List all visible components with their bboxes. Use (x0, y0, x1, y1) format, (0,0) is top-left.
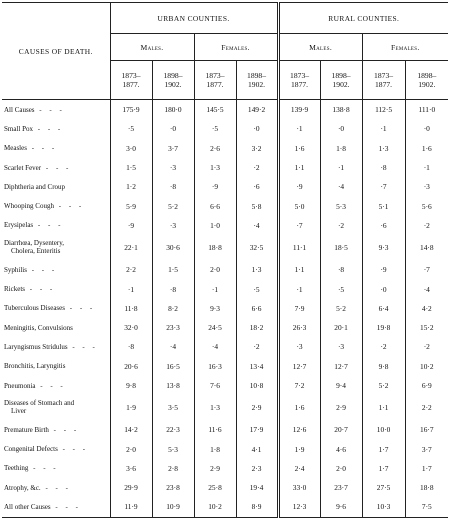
rate-cell: 4·6 (320, 439, 362, 458)
rate-cell: 11·8 (110, 299, 152, 318)
rate-cell: 1·3 (194, 158, 236, 177)
rate-cell: ·8 (320, 260, 362, 279)
rate-cell: 32·5 (236, 235, 278, 260)
rate-cell: 14·2 (110, 420, 152, 439)
rate-cell: ·0 (236, 119, 278, 138)
rate-cell: 2·0 (194, 260, 236, 279)
rate-cell: 10·8 (236, 376, 278, 395)
cause-cell (2, 318, 110, 337)
rate-cell: ·0 (362, 279, 405, 298)
cause-cell (2, 279, 110, 298)
rate-cell: ·5 (320, 279, 362, 298)
cause-label: Premature Birth (4, 425, 49, 434)
table-row (2, 119, 448, 138)
rate-cell: ·2 (320, 216, 362, 235)
rate-cell: ·4 (194, 337, 236, 356)
rate-cell: 1·1 (278, 158, 320, 177)
rate-cell: ·6 (236, 177, 278, 196)
rate-cell: 1·1 (362, 395, 405, 420)
cause-label: Erysipelas (4, 221, 34, 230)
rate-cell: 2·9 (320, 395, 362, 420)
rate-cell: 5·0 (278, 196, 320, 215)
rate-cell: ·3 (152, 158, 194, 177)
table-row (2, 318, 448, 337)
rural-counties-header: RURAL COUNTIES. (278, 3, 448, 34)
year-header (152, 61, 194, 100)
cause-cell (2, 177, 110, 196)
rate-cell: 1·5 (110, 158, 152, 177)
rate-cell: 26·3 (278, 318, 320, 337)
rate-cell: ·2 (236, 337, 278, 356)
rate-cell: 2·8 (152, 459, 194, 478)
rate-cell: ·9 (194, 177, 236, 196)
rate-cell: 10·2 (194, 497, 236, 517)
mortality-table-page (0, 2, 450, 517)
table-row (2, 100, 448, 120)
table-row (2, 235, 448, 260)
rate-cell: 19·4 (236, 478, 278, 497)
cause-label: Teething (4, 464, 29, 473)
cause-cell (2, 459, 110, 478)
leader-dots: - - - (50, 502, 81, 511)
cause-cell (2, 139, 110, 158)
rate-cell: 2·3 (236, 459, 278, 478)
rate-cell: ·9 (362, 260, 405, 279)
rate-cell: 33·0 (278, 478, 320, 497)
rate-cell: 23·8 (152, 478, 194, 497)
rate-cell: 9·4 (320, 376, 362, 395)
rural-males-header: Males. (278, 34, 362, 61)
year-label: 1898– 1902. (163, 71, 183, 89)
cause-label: Meningitis, Convulsions (4, 323, 73, 332)
rate-cell: 7·5 (405, 497, 448, 517)
rate-cell: ·1 (110, 279, 152, 298)
cause-label: Whooping Cough (4, 202, 54, 211)
rate-cell: 1·3 (194, 395, 236, 420)
rate-cell: 23·7 (320, 478, 362, 497)
cause-cell (2, 119, 110, 138)
rate-cell: 22·1 (110, 235, 152, 260)
rate-cell: 1·1 (278, 260, 320, 279)
table-row (2, 459, 448, 478)
rate-cell: 180·0 (152, 100, 194, 120)
year-header (236, 61, 278, 100)
cause-label: Pneumonia (4, 381, 36, 390)
rate-cell: ·4 (423, 284, 430, 294)
rate-cell: 1·5 (152, 260, 194, 279)
leader-dots: - - - (25, 285, 56, 294)
year-header (405, 61, 448, 100)
cause-cell (2, 158, 110, 177)
rate-cell: 1·9 (110, 395, 152, 420)
rate-cell: 1·6 (421, 143, 432, 153)
cause-cell (2, 497, 110, 517)
leader-dots: - - - (65, 304, 96, 313)
rate-cell: 3·5 (152, 395, 194, 420)
rate-cell: 16·3 (194, 357, 236, 376)
rate-cell: 1·0 (194, 216, 236, 235)
leader-dots: - - - (41, 163, 72, 172)
table-row (2, 420, 448, 439)
rate-cell: 12·6 (278, 420, 320, 439)
cause-cell (2, 299, 110, 318)
rate-cell: 1·6 (278, 139, 320, 158)
rate-cell: 24·5 (194, 318, 236, 337)
table-row (2, 158, 448, 177)
cause-label: Syphilis (4, 265, 27, 274)
cause-label: Laryngismus Stridulus (4, 342, 68, 351)
rate-cell: 30·6 (152, 235, 194, 260)
rate-cell: 4·1 (236, 439, 278, 458)
rate-cell: ·7 (423, 265, 430, 275)
rate-cell: 13·4 (236, 357, 278, 376)
rate-cell: 2·2 (110, 260, 152, 279)
rate-cell: 10·2 (420, 361, 434, 371)
rate-cell: 2·6 (194, 139, 236, 158)
rate-cell: 14·8 (420, 242, 434, 252)
cause-label: Cholera, Enteritis (4, 246, 61, 255)
rate-cell: 15·2 (420, 323, 434, 333)
cause-cell (2, 216, 110, 235)
year-label: 1873– 1877. (290, 71, 310, 89)
rate-cell: 19·8 (362, 318, 405, 337)
rate-cell: ·3 (320, 337, 362, 356)
rate-cell: 6·9 (421, 381, 432, 390)
rate-cell: 3·2 (236, 139, 278, 158)
urban-females-header: Females. (194, 34, 278, 61)
rate-cell: 32·0 (110, 318, 152, 337)
year-header (362, 61, 405, 100)
leader-dots: - - - (33, 221, 64, 230)
cause-label: Congenital Defects (4, 445, 58, 454)
cause-label: All Causes (4, 105, 35, 114)
leader-dots: - - - (34, 105, 65, 114)
rate-cell: 5·2 (362, 376, 405, 395)
rate-cell: ·8 (152, 177, 194, 196)
urban-counties-header: URBAN COUNTIES. (110, 3, 278, 34)
cause-label: Liver (4, 406, 27, 415)
rate-cell: 3·7 (152, 139, 194, 158)
year-label: 1873– 1877. (374, 71, 394, 89)
urban-males-header: Males. (110, 34, 194, 61)
table-row (2, 279, 448, 298)
year-header (110, 61, 152, 100)
rate-cell: ·2 (423, 342, 430, 352)
cause-cell (2, 439, 110, 458)
rate-cell: 29·9 (110, 478, 152, 497)
rate-cell: 138·8 (320, 100, 362, 120)
rate-cell: 2·0 (110, 439, 152, 458)
rate-cell: 5·1 (362, 196, 405, 215)
table-row (2, 337, 448, 356)
rate-cell: 1·3 (236, 260, 278, 279)
cause-label: Measles (4, 144, 27, 153)
rate-cell: 145·5 (194, 100, 236, 120)
mortality-table (2, 2, 448, 518)
cause-cell (2, 260, 110, 279)
rate-cell: 18·8 (194, 235, 236, 260)
rate-cell: ·5 (236, 279, 278, 298)
rate-cell: 27·5 (362, 478, 405, 497)
cause-cell (2, 478, 110, 497)
rate-cell: 6·6 (236, 299, 278, 318)
rate-cell: 2·9 (194, 459, 236, 478)
rate-cell: 11·6 (194, 420, 236, 439)
cause-label: Rickets (4, 285, 25, 294)
rate-cell: 3·0 (110, 139, 152, 158)
rate-cell: 6·4 (362, 299, 405, 318)
rate-cell: 7·9 (278, 299, 320, 318)
table-row (2, 260, 448, 279)
rate-cell: ·8 (362, 158, 405, 177)
rate-cell: ·0 (423, 124, 430, 134)
rate-cell: 5·2 (320, 299, 362, 318)
rate-cell: ·7 (362, 177, 405, 196)
rate-cell: 2·4 (278, 459, 320, 478)
rate-cell: 5·3 (320, 196, 362, 215)
rate-cell: 20·7 (320, 420, 362, 439)
rate-cell: ·1 (362, 119, 405, 138)
table-row (2, 216, 448, 235)
table-row (2, 299, 448, 318)
rate-cell: 18·8 (420, 483, 434, 493)
rate-cell: 17·9 (236, 420, 278, 439)
year-header (278, 61, 320, 100)
cause-cell (2, 376, 110, 395)
rate-cell: 22·3 (152, 420, 194, 439)
rate-cell: 8·2 (152, 299, 194, 318)
rate-cell: 1·8 (194, 439, 236, 458)
cause-label: Scarlet Fever (4, 163, 42, 172)
rate-cell: 18·2 (236, 318, 278, 337)
leader-dots: - - - (26, 265, 58, 274)
rate-cell: 10·3 (362, 497, 405, 517)
rate-cell: ·8 (152, 279, 194, 298)
rate-cell: ·3 (423, 182, 430, 192)
cause-cell (2, 420, 110, 439)
cause-label: Diarrhœa, Dysentery, (4, 239, 64, 248)
cause-label: Bronchitis, Laryngitis (4, 362, 66, 371)
cause-cell (2, 100, 110, 120)
rate-cell: 175·9 (110, 100, 152, 120)
rate-cell: ·3 (152, 216, 194, 235)
rate-cell: ·5 (194, 119, 236, 138)
rate-cell: ·7 (278, 216, 320, 235)
rate-cell: ·4 (236, 216, 278, 235)
rate-cell: 1·6 (278, 395, 320, 420)
rate-cell: 13·8 (152, 376, 194, 395)
leader-dots: - - - (67, 342, 98, 351)
rate-cell: ·2 (423, 220, 430, 230)
cause-label: Diseases of Stomach and (4, 399, 75, 408)
rate-cell: 1·3 (362, 139, 405, 158)
rate-cell: 1·8 (320, 139, 362, 158)
rate-cell: ·1 (194, 279, 236, 298)
leader-dots: - - - (48, 425, 80, 434)
rate-cell: 1·7 (362, 459, 405, 478)
rate-cell: 9·8 (110, 376, 152, 395)
rate-cell: 7·2 (278, 376, 320, 395)
cause-cell (2, 395, 110, 420)
table-row (2, 196, 448, 215)
year-label: 1898– 1902. (417, 71, 437, 89)
cause-cell (2, 196, 110, 215)
rate-cell: 18·5 (320, 235, 362, 260)
cause-label: Diphtheria and Croup (4, 182, 66, 191)
rate-cell: 12·3 (278, 497, 320, 517)
rate-cell: 16·7 (420, 425, 434, 435)
rate-cell: 10·0 (362, 420, 405, 439)
rate-cell: 149·2 (236, 100, 278, 120)
rate-cell: ·2 (362, 337, 405, 356)
cause-cell (2, 357, 110, 376)
rate-cell: 1·7 (362, 439, 405, 458)
rate-cell: 5·9 (110, 196, 152, 215)
table-row (2, 177, 448, 196)
rate-cell: 5·6 (421, 201, 432, 211)
cause-label: Tuberculous Diseases (4, 304, 65, 313)
leader-dots: - - - (28, 464, 59, 473)
rate-cell: ·4 (320, 177, 362, 196)
rate-cell: 3·6 (110, 459, 152, 478)
rate-cell: ·1 (278, 279, 320, 298)
year-label: 1898– 1902. (331, 71, 351, 89)
cause-label: All other Causes (4, 502, 51, 511)
rate-cell: 112·5 (362, 100, 405, 120)
rate-cell: ·1 (423, 163, 430, 173)
rate-cell: ·6 (362, 216, 405, 235)
rate-cell: ·3 (278, 337, 320, 356)
rate-cell: 16·5 (152, 357, 194, 376)
leader-dots: - - - (35, 381, 66, 390)
rate-cell: 11·9 (110, 497, 152, 517)
rate-cell: 5·3 (152, 439, 194, 458)
rate-cell: 2·9 (236, 395, 278, 420)
rate-cell: ·5 (110, 119, 152, 138)
rate-cell: 8·9 (236, 497, 278, 517)
table-row (2, 439, 448, 458)
rate-cell: 9·8 (362, 357, 405, 376)
rate-cell: 12·7 (278, 357, 320, 376)
table-body (2, 100, 448, 518)
year-label: 1898– 1902. (247, 71, 267, 89)
cause-label: Atrophy, &c. (4, 483, 41, 492)
rate-cell: 1·2 (110, 177, 152, 196)
table-row (2, 497, 448, 517)
rate-cell: 6·6 (194, 196, 236, 215)
rate-cell: ·2 (236, 158, 278, 177)
table-row (2, 376, 448, 395)
rate-cell: 3·7 (421, 444, 432, 454)
leader-dots: - - - (57, 445, 89, 454)
rate-cell: 11·1 (278, 235, 320, 260)
rate-cell: ·4 (152, 337, 194, 356)
cause-cell (2, 235, 110, 260)
leader-dots: - - - (32, 124, 64, 133)
year-header (194, 61, 236, 100)
cause-label: Small Pox (4, 124, 33, 133)
table-row (2, 357, 448, 376)
rate-cell: 20·6 (110, 357, 152, 376)
leader-dots: - - - (40, 483, 71, 492)
year-label: 1873– 1877. (121, 71, 141, 89)
cause-cell (2, 337, 110, 356)
rate-cell: 20·1 (320, 318, 362, 337)
rate-cell: 7·6 (194, 376, 236, 395)
table-row (2, 478, 448, 497)
rate-cell: 5·2 (152, 196, 194, 215)
rate-cell: ·9 (278, 177, 320, 196)
year-header (320, 61, 362, 100)
table-row (2, 395, 448, 420)
rate-cell: 139·9 (278, 100, 320, 120)
rate-cell: 4·2 (421, 303, 432, 313)
rate-cell: 2·2 (421, 402, 432, 412)
year-label: 1873– 1877. (205, 71, 225, 89)
rural-females-header: Females. (362, 34, 448, 61)
leader-dots: - - - (26, 144, 58, 153)
leader-dots: - - - (53, 202, 85, 211)
rate-cell: 23·3 (152, 318, 194, 337)
rate-cell: 111·0 (418, 105, 436, 115)
rate-cell: ·1 (278, 119, 320, 138)
rate-cell: ·8 (110, 337, 152, 356)
rate-cell: 1·9 (278, 439, 320, 458)
causes-of-death-header: CAUSES OF DEATH. (2, 3, 110, 100)
rate-cell: 10·9 (152, 497, 194, 517)
rate-cell: 2·0 (320, 459, 362, 478)
rate-cell: 1·7 (421, 463, 432, 473)
rate-cell: 9·3 (194, 299, 236, 318)
rate-cell: 9·3 (362, 235, 405, 260)
rate-cell: ·9 (110, 216, 152, 235)
rate-cell: ·1 (320, 158, 362, 177)
rate-cell: 9·6 (320, 497, 362, 517)
rate-cell: 12·7 (320, 357, 362, 376)
rate-cell: ·0 (152, 119, 194, 138)
rate-cell: 5·8 (236, 196, 278, 215)
table-row (2, 139, 448, 158)
rate-cell: ·0 (320, 119, 362, 138)
rate-cell: 25·8 (194, 478, 236, 497)
